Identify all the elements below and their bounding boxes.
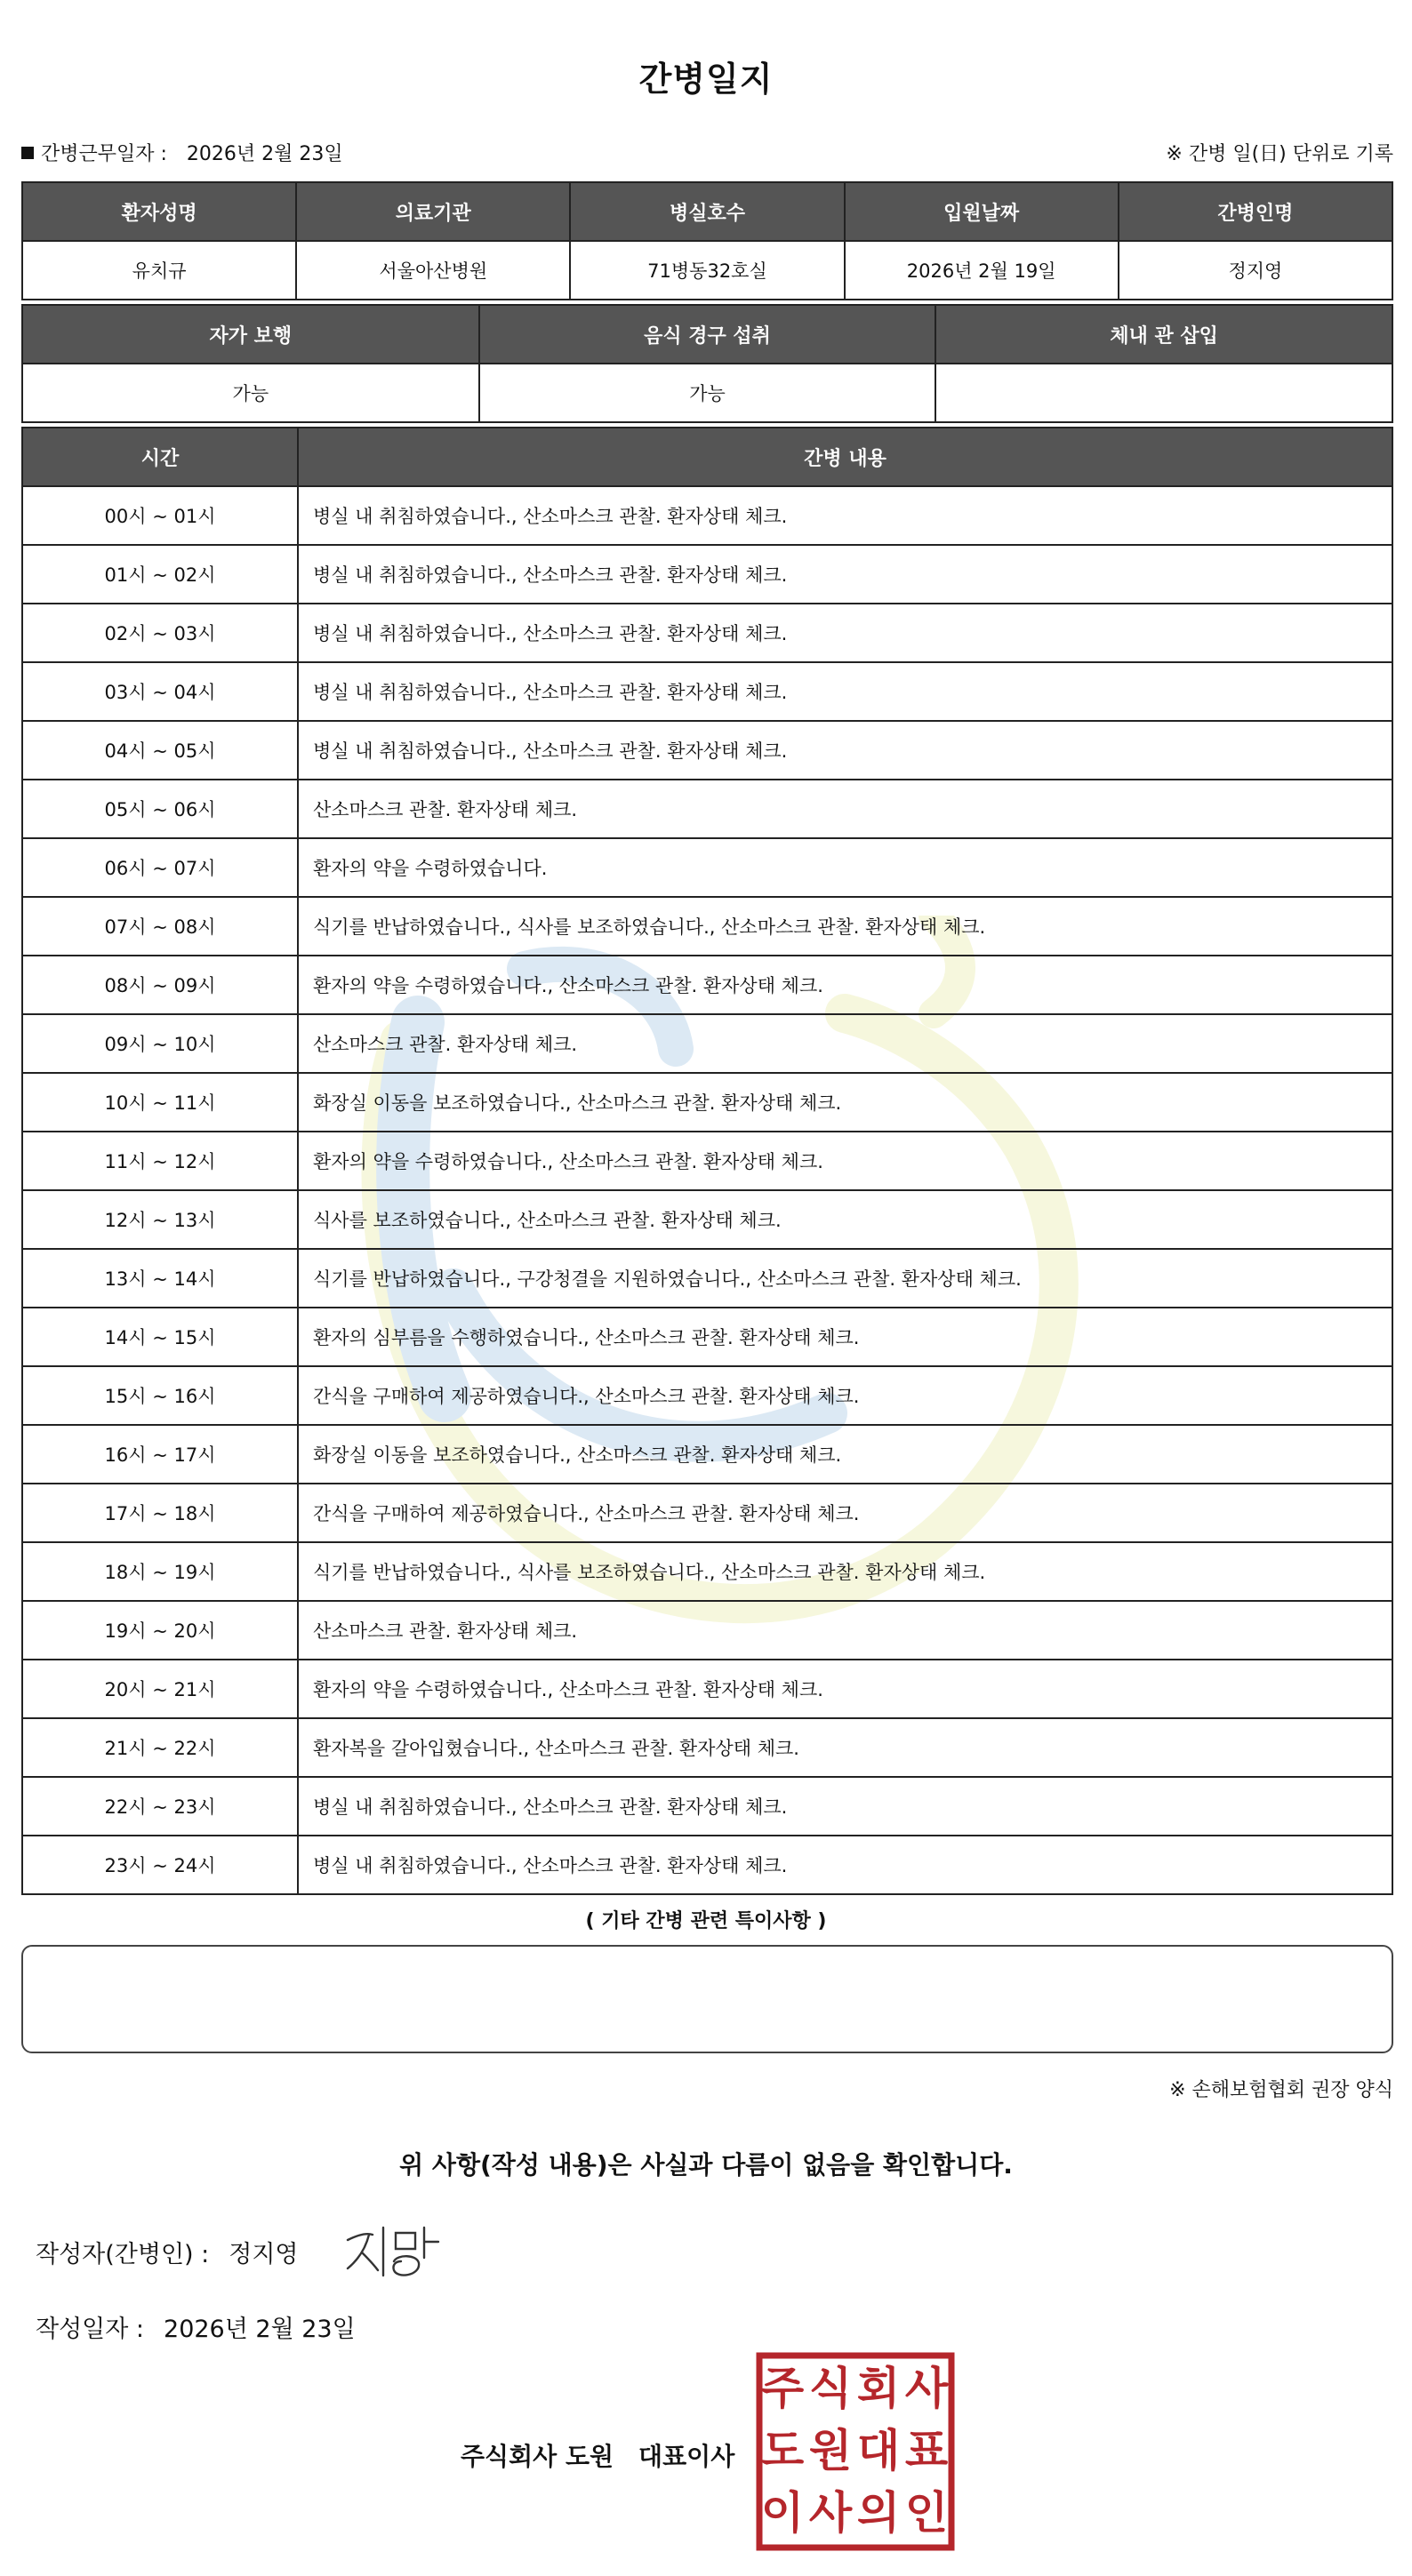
header-self-walking: 자가 보행 <box>22 305 479 364</box>
log-content: 환자복을 갈아입혔습니다., 산소마스크 관찰. 환자상태 체크. <box>298 1718 1392 1777</box>
table-row <box>22 545 1392 604</box>
log-content: 병실 내 취침하였습니다., 산소마스크 관찰. 환자상태 체크. <box>298 545 1392 604</box>
table-row <box>22 1542 1392 1601</box>
log-content: 간식을 구매하여 제공하였습니다., 산소마스크 관찰. 환자상태 체크. <box>298 1484 1392 1542</box>
log-content: 화장실 이동을 보조하였습니다., 산소마스크 관찰. 환자상태 체크. <box>298 1073 1392 1132</box>
written-date-line <box>36 2309 356 2344</box>
written-date-value: 2026년 2월 23일 <box>164 2316 356 2343</box>
seal-char: 의 <box>856 2487 901 2539</box>
table-row <box>22 1249 1392 1308</box>
table-row <box>22 1014 1392 1073</box>
header-admission-date: 입원날짜 <box>845 182 1119 241</box>
log-content: 산소마스크 관찰. 환자상태 체크. <box>298 1014 1392 1073</box>
table-header-row <box>22 182 1392 241</box>
table-row <box>22 1425 1392 1484</box>
header-caregiver-name: 간병인명 <box>1119 182 1392 241</box>
square-bullet-icon <box>21 147 34 159</box>
writer-line <box>36 2235 299 2269</box>
log-time: 13시 ~ 14시 <box>22 1249 298 1308</box>
log-content: 환자의 심부름을 수행하였습니다., 산소마스크 관찰. 환자상태 체크. <box>298 1308 1392 1366</box>
table-row <box>22 1190 1392 1249</box>
table-row <box>22 1601 1392 1660</box>
table-row <box>22 486 1392 545</box>
seal-char: 인 <box>904 2487 949 2539</box>
company-line <box>461 2437 734 2473</box>
header-care-content: 간병 내용 <box>298 428 1392 486</box>
self-walking-value: 가능 <box>22 364 479 422</box>
table-row <box>22 780 1392 838</box>
company-ceo: 대표이사 <box>638 2442 735 2471</box>
confirm-statement: 위 사항(작성 내용)은 사실과 다름이 없음을 확인합니다. <box>399 2150 1013 2180</box>
log-time: 17시 ~ 18시 <box>22 1484 298 1542</box>
writer-label: 작성자(간병인) : <box>36 2241 210 2268</box>
log-content: 병실 내 취침하였습니다., 산소마스크 관찰. 환자상태 체크. <box>298 721 1392 780</box>
seal-char: 사 <box>808 2487 853 2539</box>
log-time: 00시 ~ 01시 <box>22 486 298 545</box>
log-content: 산소마스크 관찰. 환자상태 체크. <box>298 1601 1392 1660</box>
log-content: 환자의 약을 수령하였습니다., 산소마스크 관찰. 환자상태 체크. <box>298 1660 1392 1718</box>
log-time: 14시 ~ 15시 <box>22 1308 298 1366</box>
seal-char: 식 <box>808 2363 853 2414</box>
table-row <box>22 604 1392 662</box>
table-row <box>22 364 1392 422</box>
table-row <box>22 1366 1392 1425</box>
log-content: 병실 내 취침하였습니다., 산소마스크 관찰. 환자상태 체크. <box>298 486 1392 545</box>
log-content: 환자의 약을 수령하였습니다., 산소마스크 관찰. 환자상태 체크. <box>298 1132 1392 1190</box>
table-row <box>22 897 1392 956</box>
log-time: 03시 ~ 04시 <box>22 662 298 721</box>
table-row <box>22 241 1392 300</box>
log-time: 23시 ~ 24시 <box>22 1836 298 1894</box>
seal-char: 주 <box>760 2363 805 2414</box>
table-row <box>22 1484 1392 1542</box>
table-row <box>22 1836 1392 1894</box>
tube-insertion-value <box>935 364 1392 422</box>
signature-image <box>342 2222 449 2286</box>
patient-name: 유치규 <box>22 241 296 300</box>
table-row <box>22 1718 1392 1777</box>
log-time: 16시 ~ 17시 <box>22 1425 298 1484</box>
patient-info-table <box>21 181 1393 300</box>
seal-char: 사 <box>904 2363 949 2414</box>
room-number: 71병동32호실 <box>570 241 844 300</box>
log-time: 12시 ~ 13시 <box>22 1190 298 1249</box>
log-time: 20시 ~ 21시 <box>22 1660 298 1718</box>
log-time: 04시 ~ 05시 <box>22 721 298 780</box>
seal-char: 표 <box>904 2425 949 2476</box>
log-content: 병실 내 취침하였습니다., 산소마스크 관찰. 환자상태 체크. <box>298 1836 1392 1894</box>
header-oral-intake: 음식 경구 섭취 <box>479 305 936 364</box>
log-content: 병실 내 취침하였습니다., 산소마스크 관찰. 환자상태 체크. <box>298 1777 1392 1836</box>
log-content: 산소마스크 관찰. 환자상태 체크. <box>298 780 1392 838</box>
log-content: 환자의 약을 수령하였습니다. <box>298 838 1392 897</box>
log-content: 간식을 구매하여 제공하였습니다., 산소마스크 관찰. 환자상태 체크. <box>298 1366 1392 1425</box>
log-content: 화장실 이동을 보조하였습니다., 산소마스크 관찰. 환자상태 체크. <box>298 1425 1392 1484</box>
log-time: 21시 ~ 22시 <box>22 1718 298 1777</box>
seal-char: 원 <box>808 2425 853 2476</box>
work-date-label: 간병근무일자 : <box>41 143 167 165</box>
log-time: 05시 ~ 06시 <box>22 780 298 838</box>
page-title: 간병일지 <box>638 60 774 99</box>
log-time: 06시 ~ 07시 <box>22 838 298 897</box>
table-header-row <box>22 428 1392 486</box>
log-time: 07시 ~ 08시 <box>22 897 298 956</box>
table-row <box>22 1777 1392 1836</box>
log-time: 11시 ~ 12시 <box>22 1132 298 1190</box>
table-row <box>22 1308 1392 1366</box>
table-row <box>22 956 1392 1014</box>
company-seal <box>756 2352 955 2551</box>
table-row <box>22 721 1392 780</box>
seal-char: 대 <box>856 2425 901 2476</box>
table-row <box>22 1132 1392 1190</box>
log-time: 09시 ~ 10시 <box>22 1014 298 1073</box>
table-row <box>22 1073 1392 1132</box>
seal-char: 이 <box>760 2487 805 2539</box>
patient-ability-table <box>21 304 1393 423</box>
admission-date: 2026년 2월 19일 <box>845 241 1119 300</box>
unit-note: ※ 간병 일(日) 단위로 기록 <box>1166 143 1393 165</box>
log-time: 02시 ~ 03시 <box>22 604 298 662</box>
log-content: 환자의 약을 수령하였습니다., 산소마스크 관찰. 환자상태 체크. <box>298 956 1392 1014</box>
log-time: 19시 ~ 20시 <box>22 1601 298 1660</box>
table-header-row <box>22 305 1392 364</box>
header-patient-name: 환자성명 <box>22 182 296 241</box>
table-row <box>22 1660 1392 1718</box>
log-time: 01시 ~ 02시 <box>22 545 298 604</box>
remarks-title: ( 기타 간병 관련 특이사항 ) <box>585 1910 827 1932</box>
log-content: 식기를 반납하였습니다., 식사를 보조하였습니다., 산소마스크 관찰. 환자상태 체크. <box>298 1542 1392 1601</box>
seal-char: 도 <box>760 2425 805 2476</box>
hospital: 서울아산병원 <box>296 241 570 300</box>
log-content: 병실 내 취침하였습니다., 산소마스크 관찰. 환자상태 체크. <box>298 662 1392 721</box>
caregiver-name: 정지영 <box>1119 241 1392 300</box>
writer-name: 정지영 <box>229 2241 299 2268</box>
work-date <box>21 139 343 166</box>
log-time: 15시 ~ 16시 <box>22 1366 298 1425</box>
log-content: 병실 내 취침하였습니다., 산소마스크 관찰. 환자상태 체크. <box>298 604 1392 662</box>
log-time: 22시 ~ 23시 <box>22 1777 298 1836</box>
log-content: 식기를 반납하였습니다., 구강청결을 지원하였습니다., 산소마스크 관찰. 환자상태 체크. <box>298 1249 1392 1308</box>
log-time: 08시 ~ 09시 <box>22 956 298 1014</box>
header-time: 시간 <box>22 428 298 486</box>
meta-row <box>21 139 1393 167</box>
log-time: 10시 ~ 11시 <box>22 1073 298 1132</box>
oral-intake-value: 가능 <box>479 364 936 422</box>
header-tube-insertion: 체내 관 삽입 <box>935 305 1392 364</box>
company-name: 주식회사 도원 <box>461 2442 614 2471</box>
written-date-label: 작성일자 : <box>36 2316 145 2343</box>
header-hospital: 의료기관 <box>296 182 570 241</box>
care-log-table <box>21 427 1393 1895</box>
log-content: 식사를 보조하였습니다., 산소마스크 관찰. 환자상태 체크. <box>298 1190 1392 1249</box>
work-date-value: 2026년 2월 23일 <box>186 143 343 165</box>
remarks-box <box>21 1945 1393 2053</box>
header-room: 병실호수 <box>570 182 844 241</box>
recommend-note: ※ 손해보험협회 권장 양식 <box>1169 2079 1393 2101</box>
log-time: 18시 ~ 19시 <box>22 1542 298 1601</box>
seal-char: 회 <box>856 2363 901 2414</box>
table-row <box>22 662 1392 721</box>
table-row <box>22 838 1392 897</box>
log-content: 식기를 반납하였습니다., 식사를 보조하였습니다., 산소마스크 관찰. 환자상태 체크. <box>298 897 1392 956</box>
